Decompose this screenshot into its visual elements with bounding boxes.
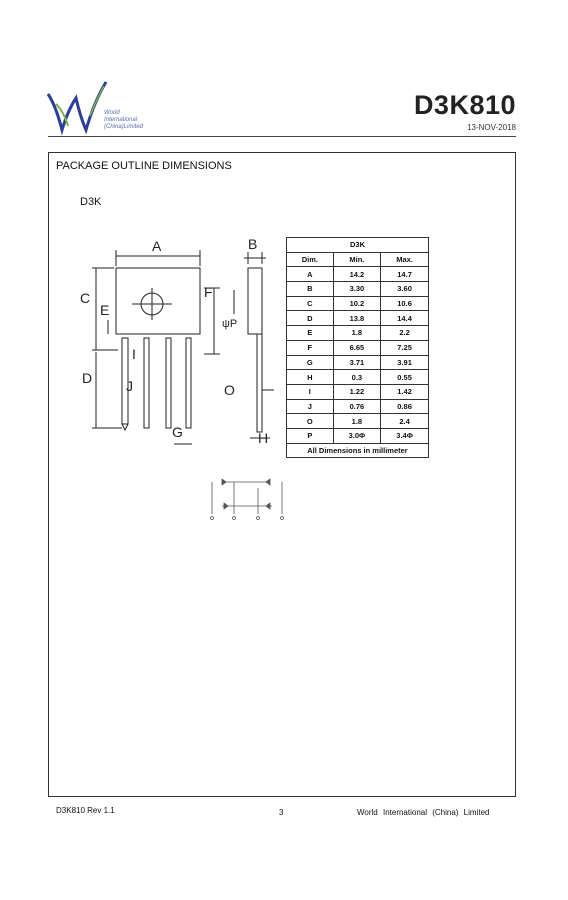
dim-label-i: I xyxy=(132,346,136,362)
table-cell: 2.4 xyxy=(381,414,429,429)
table-cell: 1.42 xyxy=(381,384,429,399)
table-cell: 10.6 xyxy=(381,296,429,311)
table-title: D3K xyxy=(287,238,429,253)
table-row xyxy=(287,267,429,282)
table-row xyxy=(287,296,429,311)
table-cell: 1.8 xyxy=(333,414,381,429)
table-cell: G xyxy=(287,355,334,370)
table-cell: 14.2 xyxy=(333,267,381,282)
table-cell: 3.91 xyxy=(381,355,429,370)
dim-label-a: A xyxy=(152,238,162,254)
table-cell: 14.7 xyxy=(381,267,429,282)
table-header: Max. xyxy=(381,252,429,267)
table-cell: C xyxy=(287,296,334,311)
table-cell: 1.22 xyxy=(333,384,381,399)
table-header: Dim. xyxy=(287,252,334,267)
table-cell: I xyxy=(287,384,334,399)
dim-label-p: ψP xyxy=(222,318,238,330)
table-row xyxy=(287,399,429,414)
table-cell: 10.2 xyxy=(333,296,381,311)
table-cell: H xyxy=(287,370,334,385)
footer-revision: D3K810 Rev 1.1 xyxy=(56,806,115,815)
table-row xyxy=(287,355,429,370)
dim-label-e: E xyxy=(100,302,110,318)
table-cell: 0.55 xyxy=(381,370,429,385)
package-name: D3K xyxy=(80,196,102,208)
table-cell: 0.86 xyxy=(381,399,429,414)
table-footer: All Dimensions in millimeter xyxy=(287,443,429,458)
table-cell: 13.8 xyxy=(333,311,381,326)
table-cell: 3.60 xyxy=(381,282,429,297)
header-divider xyxy=(48,136,516,137)
table-cell: 3.4Φ xyxy=(381,428,429,443)
table-row xyxy=(287,326,429,341)
table-cell: 0.76 xyxy=(333,399,381,414)
table-row xyxy=(287,428,429,443)
logo-text xyxy=(104,110,143,131)
logo-text-line: World xyxy=(104,110,120,116)
dim-label-b: B xyxy=(248,236,258,252)
table-cell: O xyxy=(287,414,334,429)
table-row xyxy=(287,340,429,355)
circuit-schematic xyxy=(200,470,296,536)
table-cell: 14.4 xyxy=(381,311,429,326)
dim-label-f: F xyxy=(204,284,213,300)
dim-label-o: O xyxy=(224,382,235,398)
dim-label-j: J xyxy=(126,378,133,394)
table-cell: E xyxy=(287,326,334,341)
table-cell: B xyxy=(287,282,334,297)
table-row xyxy=(287,414,429,429)
dim-label-d: D xyxy=(82,370,93,386)
table-cell: P xyxy=(287,428,334,443)
table-row xyxy=(287,282,429,297)
table-cell: 0.3 xyxy=(333,370,381,385)
document-title: D3K810 xyxy=(413,90,516,120)
package-outline-drawing xyxy=(74,230,284,460)
table-cell: 1.8 xyxy=(333,326,381,341)
document-date: 13-NOV-2018 xyxy=(467,123,516,132)
table-cell: 7.25 xyxy=(381,340,429,355)
table-row xyxy=(287,384,429,399)
logo-text-line: International xyxy=(104,117,138,123)
dim-label-h: H xyxy=(258,430,269,446)
table-cell: 3.30 xyxy=(333,282,381,297)
logo-text-line: (China)Limited xyxy=(104,124,144,130)
table-cell: A xyxy=(287,267,334,282)
table-row xyxy=(287,311,429,326)
table-cell: 2.2 xyxy=(381,326,429,341)
table-cell: 3.0Φ xyxy=(333,428,381,443)
table-cell: D xyxy=(287,311,334,326)
dim-label-c: C xyxy=(80,290,91,306)
footer-page-number: 3 xyxy=(279,808,284,817)
table-row xyxy=(287,370,429,385)
table-cell: F xyxy=(287,340,334,355)
table-cell: 3.71 xyxy=(333,355,381,370)
table-cell: J xyxy=(287,399,334,414)
dim-label-g: G xyxy=(172,424,183,440)
footer-company: World International (China) Limited xyxy=(357,808,490,817)
table-header: Min. xyxy=(333,252,381,267)
table-cell: 6.65 xyxy=(333,340,381,355)
dimension-table xyxy=(286,237,429,458)
section-title: PACKAGE OUTLINE DIMENSIONS xyxy=(56,160,232,172)
